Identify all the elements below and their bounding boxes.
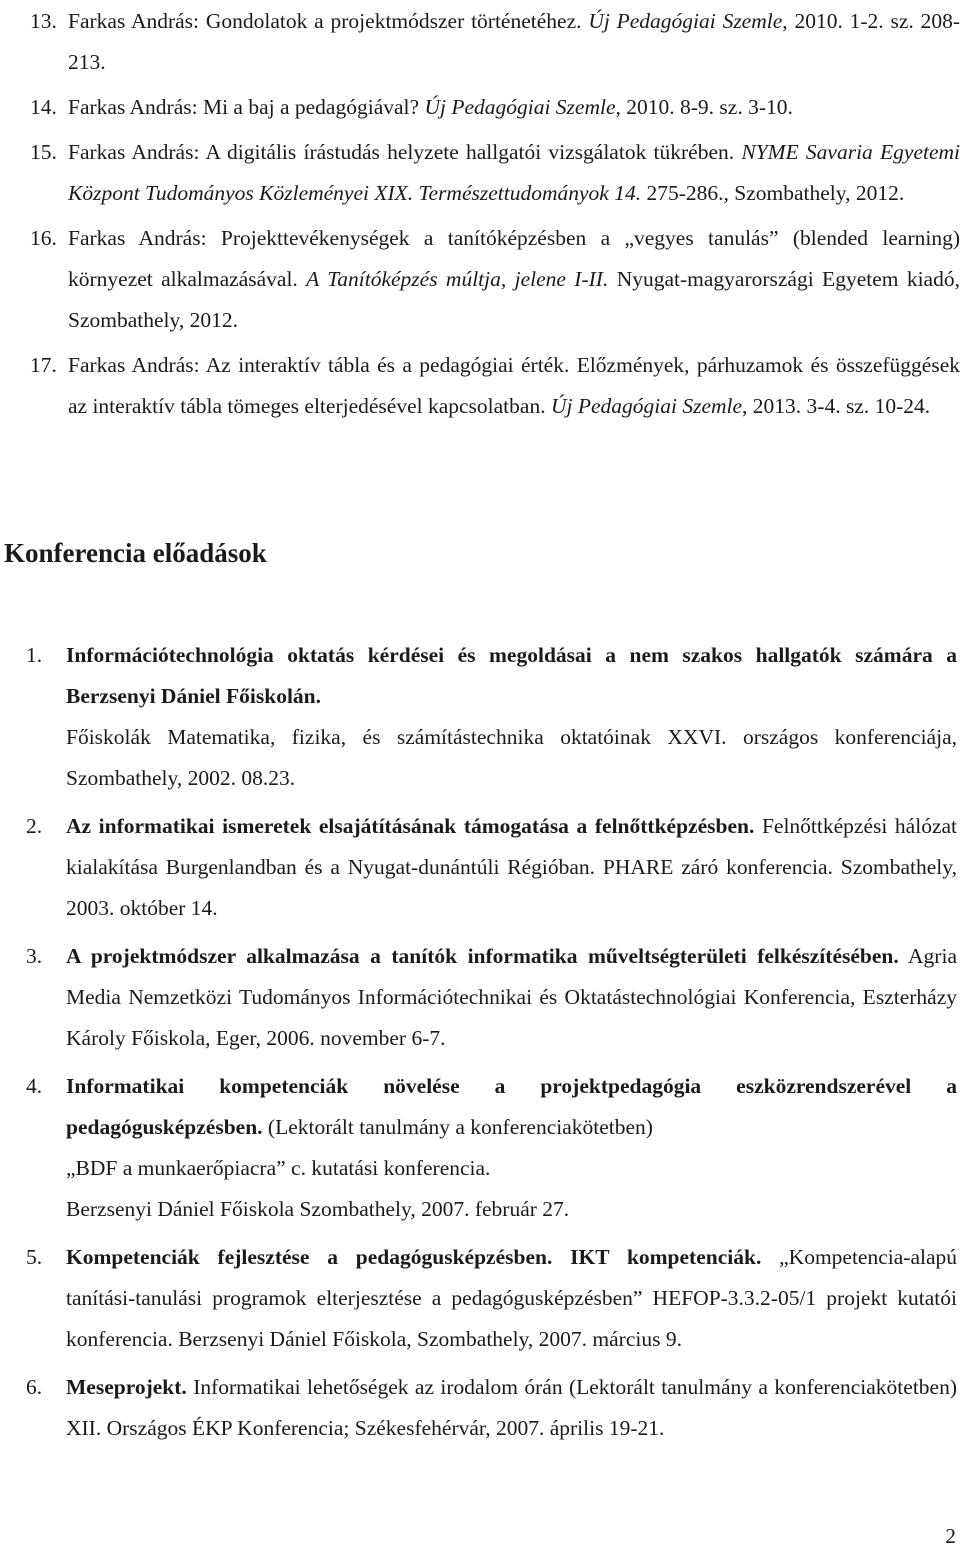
reference-journal: Új Pedagógiai Szemle <box>588 9 783 33</box>
conference-line: „BDF a munkaerőpiacra” c. kutatási konferencia. <box>66 1156 491 1180</box>
conference-item <box>26 936 957 1059</box>
section-heading: Konferencia előadások <box>4 538 267 568</box>
conference-item <box>26 806 957 929</box>
conference-details: Felnőttképzési hálózat kialakítása Burgenlandban és a Nyugat-dunántúli Régióban. PHARE záró konferencia. Szombathely, 2003. október 14. <box>66 814 958 920</box>
reference-text: Farkas András: Az interaktív tábla és a pedagógiai érték. Előzmények, párhuzamok és összefüggések az interaktív tábla tömeges elterjedésével kapcsolatban. <box>68 353 960 418</box>
page-number: 2 <box>945 1524 956 1548</box>
reference-journal: Új Pedagógiai Szemle <box>424 95 616 119</box>
reference-number: 14. <box>30 95 57 119</box>
reference-details: , 2010. 1-2. sz. 208-213. <box>68 9 960 74</box>
conference-item <box>26 1066 957 1230</box>
conference-number: 5. <box>26 1245 43 1269</box>
reference-details: , 2010. 8-9. sz. 3-10. <box>615 95 793 119</box>
conference-title: Informatikai kompetenciák növelése a projektpedagógia eszközrendszerével a pedagógusképzésben. <box>66 1074 957 1139</box>
conference-title: A projektmódszer alkalmazása a tanítók informatika műveltségterületi felkészítésében. <box>66 944 899 968</box>
conference-details: „Kompetencia-alapú tanítási-tanulási programok elterjesztése a pedagógusképzésben” HEFOP-3.3.2-05/1 projekt kutatói konferencia. Berzsenyi Dániel Főiskola, Szombathely, 2007. március 9. <box>66 1245 957 1351</box>
reference-number: 13. <box>30 9 57 33</box>
conference-item <box>26 1367 957 1449</box>
reference-details: , 2013. 3-4. sz. 10-24. <box>742 394 931 418</box>
conference-line: Főiskolák Matematika, fizika, és számítástechnika oktatóinak XXVI. országos konferenciája, Szombathely, 2002. 08.23. <box>66 725 957 790</box>
conference-title: Meseprojekt. <box>66 1375 187 1399</box>
reference-text: Farkas András: Mi a baj a pedagógiával? <box>68 95 425 119</box>
conference-title: Az informatikai ismeretek elsajátításának támogatása a felnőttképzésben. <box>66 814 755 838</box>
reference-journal: NYME Savaria Egyetemi Központ Tudományos Közleményei XIX. Természettudományok 14. <box>68 140 960 205</box>
reference-item <box>30 87 960 128</box>
conference-item <box>26 635 957 799</box>
conference-number: 6. <box>26 1375 43 1399</box>
reference-number: 16. <box>30 226 57 250</box>
reference-item <box>30 132 960 214</box>
conference-title: Információtechnológia oktatás kérdései és megoldásai a nem szakos hallgatók számára a Berzsenyi Dániel Főiskolán. <box>66 643 957 708</box>
reference-journal: A Tanítóképzés múltja, jelene I-II. <box>306 267 609 291</box>
conference-details: (Lektorált tanulmány a konferenciakötetben) <box>262 1115 653 1139</box>
conference-details: Agria Media Nemzetközi Tudományos Információtechnikai és Oktatástechnológiai Konferencia, Eszterházy Károly Főiskola, Eger, 2006. november 6-7. <box>66 944 957 1050</box>
reference-text: Farkas András: Gondolatok a projektmódszer történetéhez. <box>68 9 589 33</box>
reference-item <box>30 1 960 83</box>
conference-number: 1. <box>26 643 43 667</box>
reference-number: 15. <box>30 140 57 164</box>
conference-list <box>26 635 957 1456</box>
conference-number: 3. <box>26 944 43 968</box>
reference-text: Farkas András: Projekttevékenységek a tanítóképzésben a „vegyes tanulás” (blended learning) környezet alkalmazásával. <box>68 226 960 291</box>
reference-item <box>30 345 960 427</box>
conference-item <box>26 1237 957 1360</box>
reference-text: Farkas András: A digitális írástudás helyzete hallgatói vizsgálatok tükrében. <box>68 140 742 164</box>
reference-number: 17. <box>30 353 57 377</box>
conference-line: Berzsenyi Dániel Főiskola Szombathely, 2007. február 27. <box>66 1197 570 1221</box>
conference-details: Informatikai lehetőségek az irodalom órán (Lektorált tanulmány a konferenciakötetben) XII. Országos ÉKP Konferencia; Székesfehérvár, 2007. április 19-21. <box>66 1375 957 1440</box>
conference-title: Kompetenciák fejlesztése a pedagógusképzésben. IKT kompetenciák. <box>66 1245 762 1269</box>
reference-details: 275-286., Szombathely, 2012. <box>641 181 905 205</box>
conference-number: 2. <box>26 814 43 838</box>
reference-details: Nyugat-magyarországi Egyetem kiadó, Szombathely, 2012. <box>68 267 960 332</box>
reference-list <box>30 1 960 431</box>
reference-journal: Új Pedagógiai Szemle <box>550 394 743 418</box>
conference-number: 4. <box>26 1074 43 1098</box>
reference-item <box>30 218 960 341</box>
